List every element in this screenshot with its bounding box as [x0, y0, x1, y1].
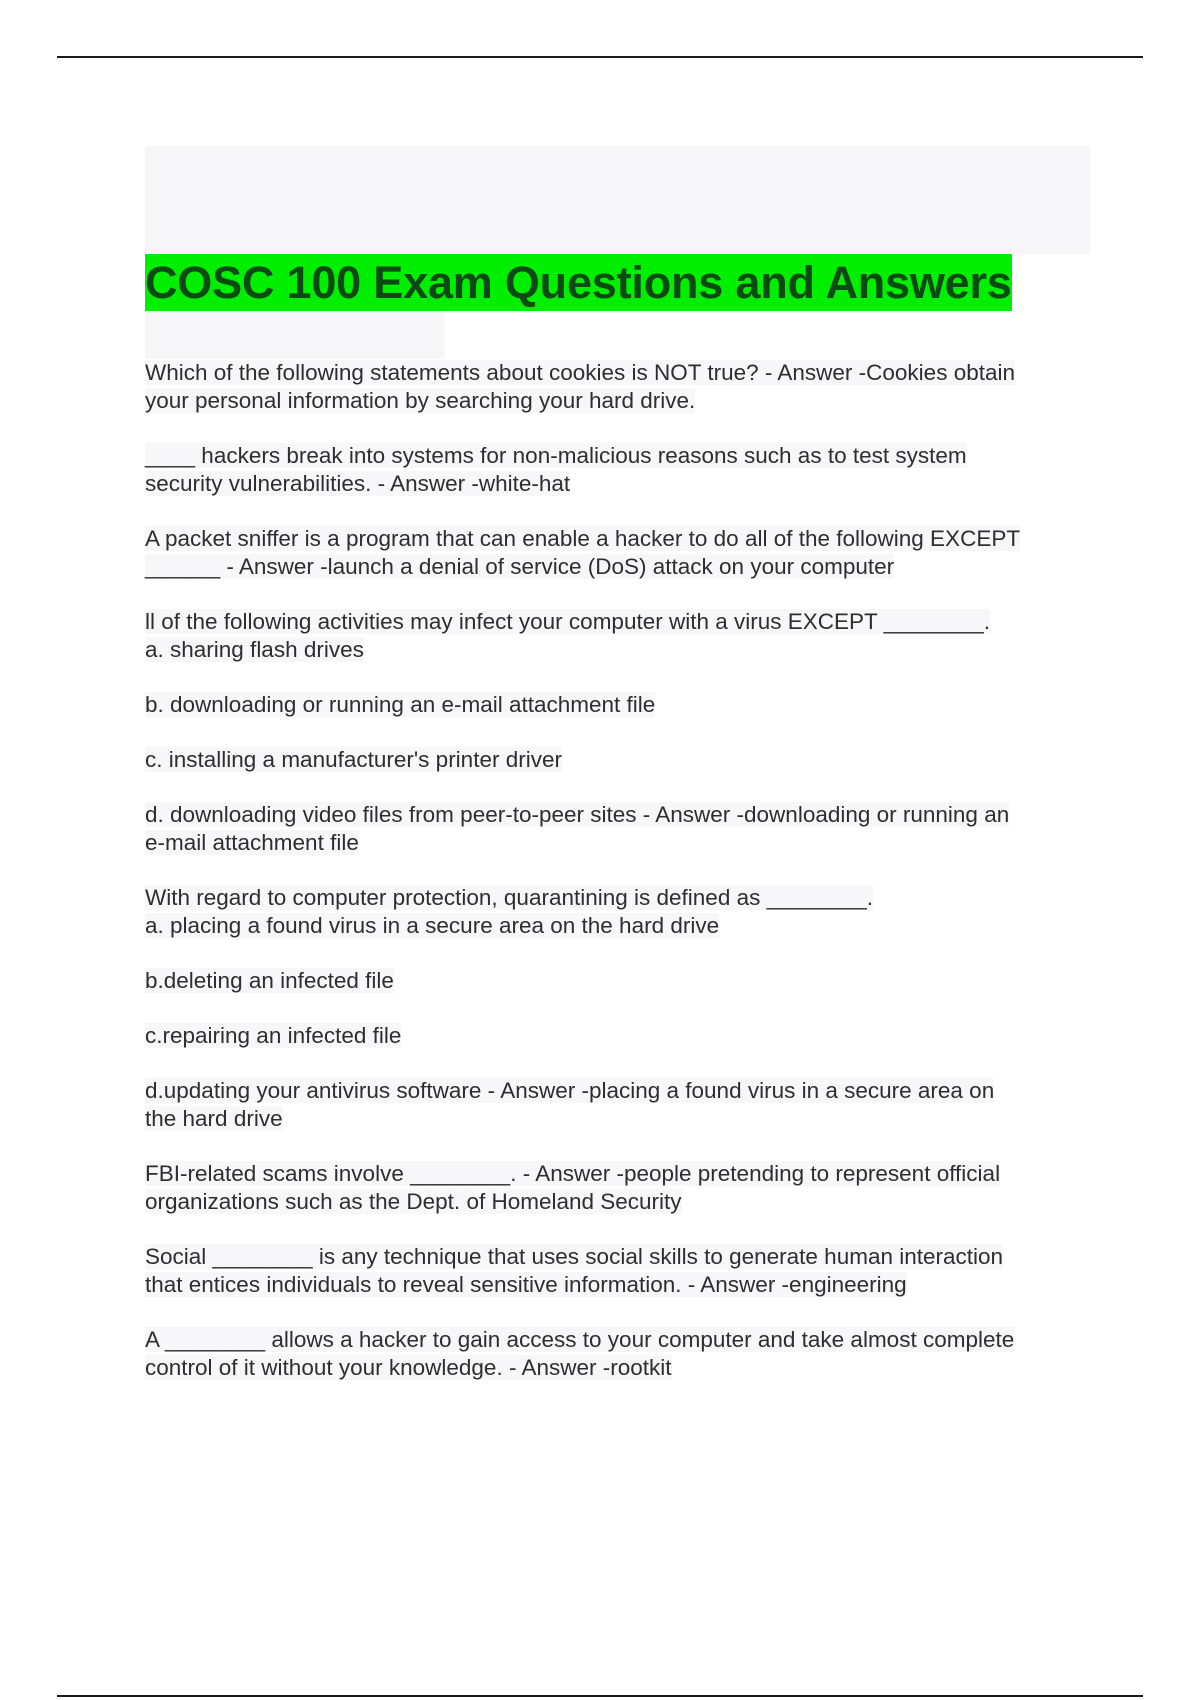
- qa-line-text: control of it without your knowledge. - Answer -rootkit: [145, 1355, 672, 1380]
- qa-line: [145, 636, 1090, 664]
- qa-line-text: ______ - Answer -launch a denial of service (DoS) attack on your computer: [145, 554, 895, 579]
- title-spacer: [145, 311, 445, 359]
- qa-line: [145, 1271, 1090, 1299]
- qa-paragraph: [145, 442, 1090, 498]
- qa-paragraph: [145, 1326, 1090, 1382]
- qa-paragraph: [145, 1077, 1090, 1133]
- qa-line-text: security vulnerabilities. - Answer -white-hat: [145, 471, 571, 496]
- qa-line: [145, 1105, 1090, 1133]
- qa-line: [145, 387, 1090, 415]
- qa-line-text: d.updating your antivirus software - Answer -placing a found virus in a secure area on: [145, 1078, 995, 1103]
- qa-line: [145, 1188, 1090, 1216]
- qa-line: [145, 608, 1090, 636]
- qa-line: [145, 1077, 1090, 1105]
- qa-line: [145, 1022, 1090, 1050]
- qa-line: [145, 359, 1090, 387]
- qa-line: [145, 442, 1090, 470]
- qa-line-text: A ________ allows a hacker to gain access to your computer and take almost complete: [145, 1327, 1015, 1352]
- document-title: COSC 100 Exam Questions and Answers: [145, 254, 1012, 311]
- qa-line: [145, 746, 1090, 774]
- qa-line-text: ll of the following activities may infect your computer with a virus EXCEPT ________.: [145, 609, 990, 634]
- qa-line-text: ____ hackers break into systems for non-malicious reasons such as to test system: [145, 443, 967, 468]
- qa-line: [145, 884, 1090, 912]
- qa-paragraph: [145, 746, 1090, 774]
- qa-line-text: Social ________ is any technique that uses social skills to generate human interaction: [145, 1244, 1004, 1269]
- qa-paragraph: [145, 801, 1090, 857]
- header-band: [145, 146, 1090, 254]
- qa-line: [145, 801, 1090, 829]
- qa-line-text: the hard drive: [145, 1106, 283, 1131]
- qa-line-text: A packet sniffer is a program that can enable a hacker to do all of the following EXCEPT: [145, 526, 1021, 551]
- qa-line: [145, 525, 1090, 553]
- qa-paragraph: [145, 967, 1090, 995]
- qa-line-text: your personal information by searching your hard drive.: [145, 388, 696, 413]
- qa-line-text: c. installing a manufacturer's printer driver: [145, 747, 562, 772]
- qa-line-text: a. sharing flash drives: [145, 637, 364, 662]
- qa-line: [145, 553, 1090, 581]
- qa-line-text: c.repairing an infected file: [145, 1023, 402, 1048]
- qa-line-text: d. downloading video files from peer-to-peer sites - Answer -downloading or running an: [145, 802, 1010, 827]
- bottom-rule: [57, 1695, 1143, 1697]
- qa-line-text: FBI-related scams involve ________. - Answer -people pretending to represent official: [145, 1161, 1001, 1186]
- qa-line: [145, 829, 1090, 857]
- qa-line-text: b. downloading or running an e-mail attachment file: [145, 692, 656, 717]
- qa-line-text: organizations such as the Dept. of Homeland Security: [145, 1189, 682, 1214]
- qa-paragraph: [145, 608, 1090, 664]
- qa-line-text: Which of the following statements about cookies is NOT true? - Answer -Cookies obtain: [145, 360, 1015, 385]
- document-body: [145, 146, 1090, 1409]
- qa-line: [145, 1160, 1090, 1188]
- qa-line-text: With regard to computer protection, quarantining is defined as ________.: [145, 885, 873, 910]
- qa-line-text: e-mail attachment file: [145, 830, 359, 855]
- qa-paragraph: [145, 1243, 1090, 1299]
- top-rule: [57, 56, 1143, 58]
- qa-line: [145, 1354, 1090, 1382]
- qa-paragraph: [145, 691, 1090, 719]
- qa-list: [145, 359, 1090, 1382]
- qa-paragraph: [145, 359, 1090, 415]
- qa-line: [145, 912, 1090, 940]
- qa-line: [145, 691, 1090, 719]
- qa-paragraph: [145, 884, 1090, 940]
- qa-line: [145, 1326, 1090, 1354]
- qa-line: [145, 967, 1090, 995]
- qa-paragraph: [145, 1022, 1090, 1050]
- qa-line-text: that entices individuals to reveal sensitive information. - Answer -engineering: [145, 1272, 907, 1297]
- qa-line-text: b.deleting an infected file: [145, 968, 394, 993]
- qa-paragraph: [145, 1160, 1090, 1216]
- qa-paragraph: [145, 525, 1090, 581]
- qa-line-text: a. placing a found virus in a secure area on the hard drive: [145, 913, 720, 938]
- qa-line: [145, 1243, 1090, 1271]
- qa-line: [145, 470, 1090, 498]
